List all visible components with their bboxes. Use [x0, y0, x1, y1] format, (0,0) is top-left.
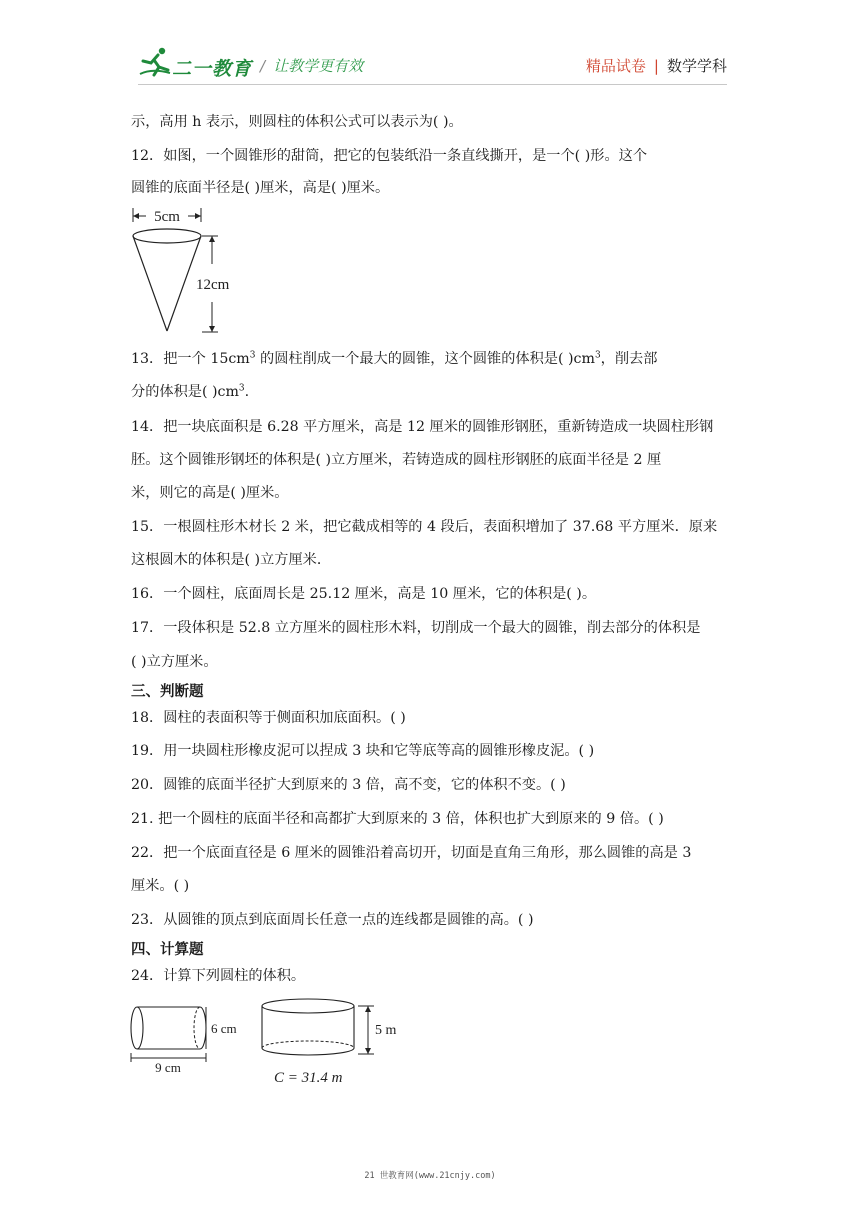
header-divider: [138, 84, 727, 85]
cylinder-2-circumference-label: C = 31.4 m: [274, 1070, 343, 1086]
question-18: 18．圆柱的表面积等于侧面积加底面积。( ): [131, 710, 406, 726]
section-heading-judgment: 三、判断题: [131, 684, 204, 700]
text-line: 分的体积是( )$cm^3$.: [131, 383, 250, 400]
header-tag-premium: 精品试卷: [585, 57, 646, 75]
question-19: 19．用一块圆柱形橡皮泥可以捏成 3 块和它等底等高的圆锥形橡皮泥。( ): [131, 743, 595, 759]
question-16: 16．一个圆柱，底面周长是 25.12 厘米，高是 10 厘米，它的体积是( )。: [131, 586, 597, 602]
page-header: [0, 0, 860, 100]
question-14: 14．把一块底面积是 6.28 平方厘米，高是 12 厘米的圆锥形钢胚，重新铸造成一块圆柱形钢: [131, 419, 714, 435]
runner-logo-icon: [138, 46, 174, 78]
question-15: 15．一根圆柱形木材长 2 米，把它截成相等的 4 段后，表面积增加了 37.68 平方厘米．原来: [131, 519, 718, 535]
text-line: 示，高用 h 表示，则圆柱的体积公式可以表示为( )。: [131, 114, 463, 130]
header-right: [586, 55, 727, 76]
question-24: 24．计算下列圆柱的体积。: [131, 968, 306, 984]
question-20: 20．圆锥的底面半径扩大到原来的 3 倍，高不变，它的体积不变。( ): [131, 777, 566, 793]
cylinder-2-height-label: 5 m: [375, 1023, 397, 1038]
header-separator: |: [653, 57, 659, 75]
slogan: [260, 55, 363, 76]
text-line: 这根圆木的体积是( )立方厘米．: [131, 552, 332, 568]
slogan-text: 让教学更有效: [273, 57, 364, 75]
question-21: 21. 把一个圆柱的底面半径和高都扩大到原来的 3 倍，体积也扩大到原来的 9 倍。( ): [131, 811, 664, 827]
cylinder-1-diameter-label: 6 cm: [211, 1021, 237, 1036]
text-line: ( )立方厘米。: [131, 654, 218, 670]
question-12: 12．如图，一个圆锥形的甜筒，把它的包装纸沿一条直线撕开，是一个( )形。这个: [131, 148, 648, 164]
question-23: 23．从圆锥的顶点到底面周长任意一点的连线都是圆锥的高。( ): [131, 912, 534, 928]
slogan-separator: /: [260, 57, 266, 75]
text-line: 胚。这个圆锥形钢坯的体积是( )立方厘米，若铸造成的圆柱形钢胚的底面半径是 2 厘: [131, 452, 662, 468]
cone-figure: [128, 206, 248, 336]
cone-top-label: 5cm: [154, 209, 180, 225]
cone-height-label: 12cm: [196, 277, 230, 293]
cylinder-2-figure: [258, 996, 408, 1088]
logo-text: 二一教育: [172, 58, 253, 80]
cylinder-1-figure: [128, 1004, 248, 1076]
text-line: 圆锥的底面半径是( )厘米，高是( )厘米。: [131, 180, 390, 196]
cylinder-1-length-label: 9 cm: [155, 1060, 181, 1075]
question-13: 13．把一个 $15cm^3$ 的圆柱削成一个最大的圆锥，这个圆锥的体积是( )$cm^3$，削去部: [131, 350, 658, 367]
text-line: 厘米。( ): [131, 878, 190, 894]
question-17: 17．一段体积是 52.8 立方厘米的圆柱形木料，切削成一个最大的圆锥，削去部分的体积是: [131, 620, 701, 636]
page-footer: 21 世教育网(www.21cnjy.com): [364, 1171, 496, 1181]
section-heading-calc: 四、计算题: [131, 942, 204, 958]
header-tag-subject: 数学学科: [666, 57, 727, 75]
question-22: 22．把一个底面直径是 6 厘米的圆锥沿着高切开，切面是直角三角形，那么圆锥的高是 3: [131, 845, 692, 861]
text-line: 米，则它的高是( )厘米。: [131, 485, 289, 501]
